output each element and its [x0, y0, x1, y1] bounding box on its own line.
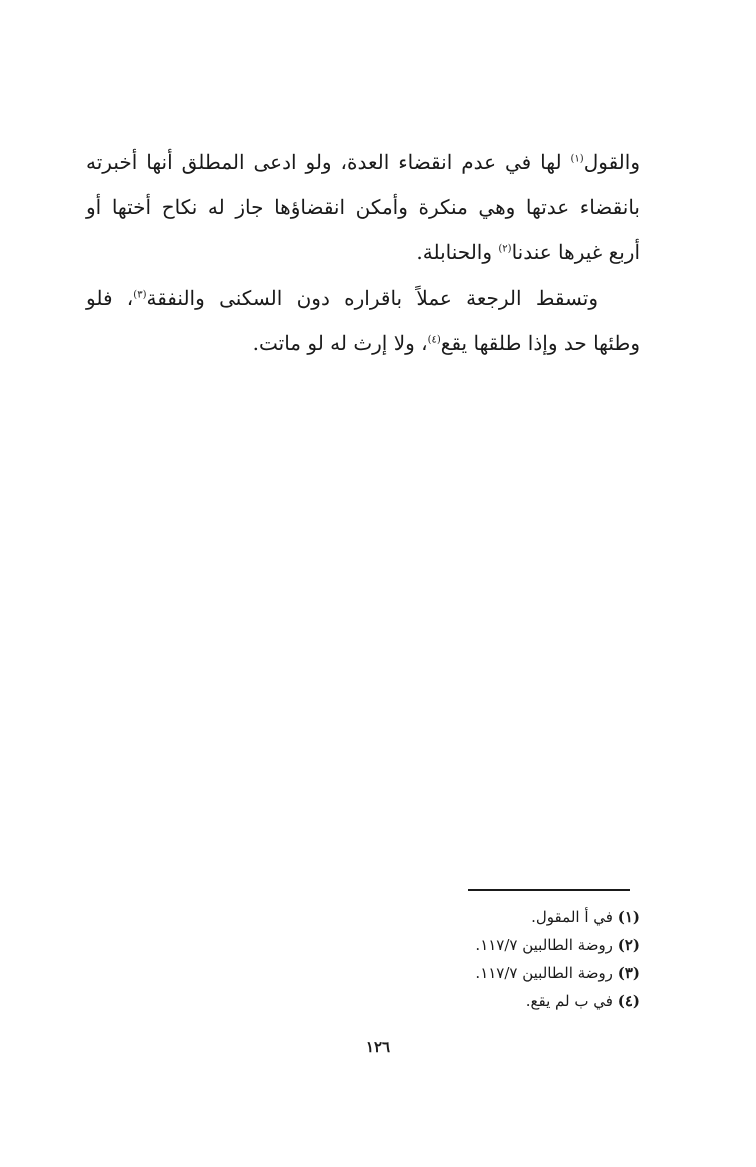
line-text: أربع غيرها عندنا [511, 240, 640, 264]
footnote-text: في أ المقول. [531, 908, 613, 926]
footnote-text: في ب لم يقع. [525, 992, 613, 1010]
text-line [86, 230, 640, 275]
footnote-ref-1: (١) [570, 153, 584, 165]
line-text: ، فلو [86, 286, 134, 310]
footnote-text: روضة الطالبين ١١٧/٧. [475, 936, 613, 954]
footnote-text: روضة الطالبين ١١٧/٧. [475, 964, 613, 982]
paragraph-1 [86, 140, 640, 275]
footnote-ref-3: (٣) [133, 289, 147, 301]
line-text: لها في عدم انقضاء العدة، ولو ادعى المطلق أنها أخبرته [86, 150, 571, 174]
line-text: والحنابلة. [416, 240, 499, 264]
text-line [86, 276, 640, 321]
footnote-number: (٤) [617, 992, 640, 1010]
paragraph-2 [86, 276, 640, 366]
footnote-number: (١) [617, 908, 640, 926]
line-text: بانقضاء عدتها وهي منكرة وأمكن انقضاؤها جاز له نكاح أختها أو [86, 195, 640, 219]
footnote-ref-4: (٤) [427, 334, 441, 346]
footnote-ref-2: (٢) [498, 243, 512, 255]
line-text: ، ولا إرث له لو ماتت. [252, 331, 428, 355]
footnote-4 [400, 987, 640, 1015]
footnote-number: (٢) [617, 936, 640, 954]
text-line [86, 140, 640, 185]
page-number: ١٢٦ [365, 1038, 391, 1056]
text-line [86, 321, 640, 366]
footnote-1 [400, 903, 640, 931]
footnote-3 [400, 959, 640, 987]
line-text: والقول [583, 150, 640, 174]
line-text: وتسقط الرجعة عملاً باقراره دون السكنى والنفقة [146, 286, 599, 310]
footnote-number: (٣) [617, 964, 640, 982]
footnote-separator [468, 889, 630, 891]
footnote-2 [400, 931, 640, 959]
text-line [86, 185, 640, 230]
line-text: وطئها حد وإذا طلقها يقع [440, 331, 640, 355]
footnotes [400, 903, 640, 1015]
